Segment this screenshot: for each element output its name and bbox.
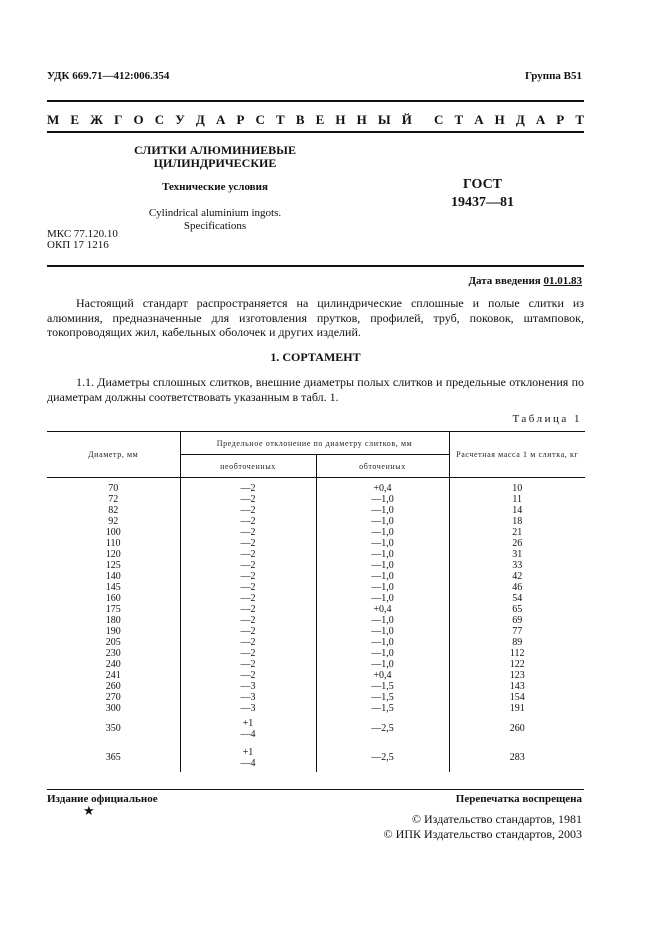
table-row [47, 516, 585, 527]
banner-left-letter: М [47, 112, 60, 127]
banner-right-letter: А [474, 112, 484, 127]
section-title: 1. СОРТАМЕНТ [270, 350, 361, 364]
cell-unmachined: —2 [180, 560, 316, 571]
cell-unmachined: —2 [180, 494, 316, 505]
banner-left-letter: Ж [90, 112, 104, 127]
cell-diameter: 100 [105, 527, 121, 538]
cell-unmachined: —2 [180, 516, 316, 527]
header-deviation: Предельное отклонение по диаметру слитков, мм [180, 432, 449, 455]
header-machined: обточенных [316, 455, 449, 478]
cell-unmachined [180, 743, 316, 772]
cell-unmachined: —2 [180, 593, 316, 604]
table-row [47, 637, 585, 648]
table-row [47, 538, 585, 549]
table-row [47, 560, 585, 571]
cell-diameter: 72 [108, 494, 119, 505]
english-title-line-1: Cylindrical aluminium ingots. [148, 207, 282, 219]
cell-mass: 46 [449, 582, 585, 593]
cell-mass: 154 [449, 692, 585, 703]
cell-diameter: 300 [105, 703, 121, 714]
official-edition: Издание официальное [47, 793, 158, 805]
cell-mass: 260 [449, 714, 585, 743]
intro-paragraph: Настоящий стандарт распространяется на цилиндрические сплошные и полые слитки из алюминия, предназначенные для изготовления прутков, профилей, труб, поковок, штамповок, токопроводящих жил, кабельных оболочек и других изделий. [47, 296, 584, 339]
document-title [120, 144, 310, 170]
english-title-line-2: Specifications [183, 220, 247, 232]
title-rule [47, 265, 584, 267]
banner-left-letter: У [175, 112, 185, 127]
table-row [47, 626, 585, 637]
cell-diameter: 125 [105, 560, 121, 571]
cell-mass: 122 [449, 659, 585, 670]
table-row [47, 593, 585, 604]
classification-codes [47, 229, 118, 251]
banner-right-letter: Т [454, 112, 464, 127]
cell-diameter: 270 [105, 692, 121, 703]
deviation-lower: —4 [240, 757, 256, 769]
cell-machined: —1,0 [316, 593, 449, 604]
cell-mass: 33 [449, 560, 585, 571]
english-title [120, 207, 310, 233]
cell-machined: +0,4 [316, 478, 449, 495]
cell-machined: —1,0 [316, 560, 449, 571]
cell-mass: 31 [449, 549, 585, 560]
cell-unmachined: —2 [180, 670, 316, 681]
header-mass: Расчетная масса 1 м слитка, кг [449, 432, 585, 478]
cell-diameter: 120 [105, 549, 121, 560]
cell-diameter: 175 [105, 604, 121, 615]
date-label: Дата введения [468, 275, 541, 287]
cell-machined: —2,5 [316, 743, 449, 772]
table-row [47, 670, 585, 681]
title-line-1: СЛИТКИ АЛЮМИНИЕВЫЕ [134, 143, 296, 157]
banner-left [47, 112, 412, 128]
cell-diameter: 241 [105, 670, 121, 681]
cell-diameter: 260 [105, 681, 121, 692]
star-icon: ★ [83, 803, 95, 818]
banner-left-letter: Н [356, 112, 367, 127]
cell-machined: —1,0 [316, 637, 449, 648]
cell-machined: —1,0 [316, 659, 449, 670]
banner-right-letter: А [535, 112, 546, 127]
cell-diameter: 205 [105, 637, 121, 648]
table-row [47, 714, 585, 743]
table-row [47, 494, 585, 505]
gost-designation [440, 176, 525, 212]
header-diameter: Диаметр, мм [47, 432, 180, 478]
table-row [47, 648, 585, 659]
okp-code: ОКП 17 1216 [47, 239, 109, 251]
cell-unmachined: —2 [180, 478, 316, 495]
cell-diameter: 240 [105, 659, 121, 670]
gost-label: ГОСТ [462, 177, 503, 192]
cell-mass: 54 [449, 593, 585, 604]
cell-unmachined: —2 [180, 637, 316, 648]
cell-machined: —1,0 [316, 505, 449, 516]
cell-machined: —1,5 [316, 681, 449, 692]
cell-machined: —1,0 [316, 516, 449, 527]
cell-mass: 89 [449, 637, 585, 648]
banner-right [434, 112, 584, 128]
udk-code: УДК 669.71—412:006.354 [47, 70, 170, 82]
cell-mass: 65 [449, 604, 585, 615]
cell-mass: 112 [449, 648, 585, 659]
table-row [47, 549, 585, 560]
cell-machined: +0,4 [316, 604, 449, 615]
banner-left-letter: Н [335, 112, 346, 127]
banner-right-letter: Н [494, 112, 505, 127]
cell-diameter: 140 [105, 571, 121, 582]
banner-left-letter: Ы [377, 112, 391, 127]
banner-right-letter: Т [575, 112, 584, 127]
cell-diameter: 92 [108, 516, 119, 527]
cell-mass: 69 [449, 615, 585, 626]
standard-banner [47, 112, 584, 128]
cell-mass: 283 [449, 743, 585, 772]
cell-diameter: 70 [108, 483, 119, 494]
banner-left-letter: Д [195, 112, 205, 127]
cell-machined: —1,0 [316, 648, 449, 659]
cell-machined: —1,0 [316, 527, 449, 538]
table-row [47, 604, 585, 615]
cell-unmachined: —2 [180, 604, 316, 615]
cell-machined: —2,5 [316, 714, 449, 743]
table-row [47, 703, 585, 714]
cell-machined: +0,4 [316, 670, 449, 681]
document-subtitle: Технические условия [162, 181, 268, 193]
cell-diameter: 145 [105, 582, 121, 593]
cell-diameter: 230 [105, 648, 121, 659]
cell-diameter: 160 [105, 593, 121, 604]
cell-unmachined: —3 [180, 681, 316, 692]
banner-left-letter: Р [236, 112, 245, 127]
effective-date [468, 275, 582, 287]
cell-unmachined: —2 [180, 505, 316, 516]
clause-1-1: 1.1. Диаметры сплошных слитков, внешние диаметры полых слитков и предельные отклонения по диаметрам должны соответствовать указанным в табл. 1. [47, 375, 584, 404]
table-1 [47, 431, 585, 772]
footer-rule [47, 789, 584, 790]
banner-rule [47, 131, 584, 133]
deviation-lower: —4 [240, 728, 256, 740]
banner-left-letter: О [133, 112, 144, 127]
cell-diameter: 110 [105, 538, 121, 549]
banner-left-letter: Й [401, 112, 412, 127]
mks-code: МКС 77.120.10 [47, 228, 118, 240]
table-row [47, 505, 585, 516]
table-caption: Таблица 1 [512, 413, 582, 425]
cell-machined: —1,0 [316, 494, 449, 505]
banner-left-letter: С [154, 112, 165, 127]
cell-machined: —1,0 [316, 571, 449, 582]
cell-unmachined: —2 [180, 538, 316, 549]
cell-unmachined: —2 [180, 582, 316, 593]
cell-diameter: 82 [108, 505, 119, 516]
cell-mass: 191 [449, 703, 585, 714]
top-rule [47, 100, 584, 102]
table-row [47, 659, 585, 670]
cell-machined: —1,0 [316, 538, 449, 549]
cell-diameter: 365 [105, 752, 121, 763]
cell-unmachined: —2 [180, 615, 316, 626]
cell-mass: 143 [449, 681, 585, 692]
banner-right-letter: Д [515, 112, 525, 127]
cell-mass: 21 [449, 527, 585, 538]
table-body [47, 478, 585, 773]
copyright-1981: © Издательство стандартов, 1981 [411, 812, 582, 826]
cell-unmachined: —2 [180, 648, 316, 659]
cell-machined: —1,0 [316, 626, 449, 637]
cell-unmachined: —3 [180, 703, 316, 714]
banner-left-letter: А [215, 112, 226, 127]
table-row [47, 527, 585, 538]
table-row [47, 743, 585, 772]
header-unmachined: необточенных [180, 455, 316, 478]
cell-machined: —1,0 [316, 615, 449, 626]
cell-mass: 123 [449, 670, 585, 681]
banner-right-letter: С [434, 112, 444, 127]
cell-unmachined: —2 [180, 626, 316, 637]
table-row [47, 582, 585, 593]
cell-mass: 77 [449, 626, 585, 637]
cell-unmachined: —2 [180, 659, 316, 670]
banner-left-letter: Т [276, 112, 285, 127]
cell-mass: 11 [449, 494, 585, 505]
banner-left-letter: Е [315, 112, 325, 127]
table-row [47, 571, 585, 582]
cell-unmachined: —2 [180, 549, 316, 560]
cell-unmachined: —3 [180, 692, 316, 703]
cell-mass: 14 [449, 505, 585, 516]
reprint-notice: Перепечатка воспрещена [455, 793, 582, 805]
banner-right-letter: Р [556, 112, 565, 127]
cell-diameter: 350 [105, 723, 121, 734]
cell-machined: —1,0 [316, 582, 449, 593]
cell-diameter: 180 [105, 615, 121, 626]
cell-unmachined: —2 [180, 527, 316, 538]
cell-unmachined [180, 714, 316, 743]
cell-machined: —1,5 [316, 703, 449, 714]
group-code: Группа В51 [524, 70, 582, 82]
copyright-2003: © ИПК Издательство стандартов, 2003 [383, 827, 582, 841]
date-value: 01.01.83 [543, 275, 582, 287]
banner-left-letter: С [255, 112, 265, 127]
table-row [47, 478, 585, 495]
cell-mass: 42 [449, 571, 585, 582]
banner-left-letter: Г [114, 112, 123, 127]
table-row [47, 692, 585, 703]
cell-diameter: 190 [105, 626, 121, 637]
table-row [47, 615, 585, 626]
title-line-2: ЦИЛИНДРИЧЕСКИЕ [153, 156, 277, 170]
deviation-upper: +1 [242, 717, 254, 729]
deviation-upper: +1 [242, 746, 254, 758]
cell-machined: —1,0 [316, 549, 449, 560]
cell-mass: 18 [449, 516, 585, 527]
cell-mass: 26 [449, 538, 585, 549]
cell-mass: 10 [449, 478, 585, 495]
cell-machined: —1,5 [316, 692, 449, 703]
cell-unmachined: —2 [180, 571, 316, 582]
table-row [47, 681, 585, 692]
gost-number: 19437—81 [451, 195, 514, 210]
banner-left-letter: В [295, 112, 305, 127]
banner-left-letter: Е [70, 112, 80, 127]
